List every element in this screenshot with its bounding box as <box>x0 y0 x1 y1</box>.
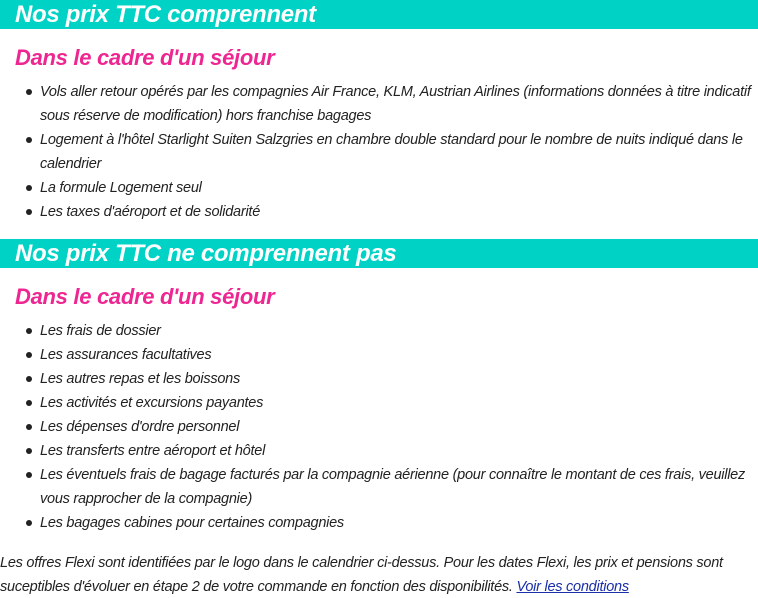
bullet-icon <box>26 209 32 215</box>
list-item-text: Les assurances facultatives <box>40 347 212 363</box>
bullet-icon <box>26 137 32 143</box>
list-item-text: La formule Logement seul <box>40 180 202 196</box>
list-item-text: Les autres repas et les boissons <box>40 371 240 387</box>
list-item-text: Logement à l'hôtel Starlight Suiten Salzgries en chambre double standard pour le nombre de nuits indiqué dans le calendrier <box>40 132 743 172</box>
list-item <box>0 511 758 535</box>
bullet-icon <box>26 520 32 526</box>
list-item-text: Les taxes d'aéroport et de solidarité <box>40 204 261 220</box>
list-item <box>0 200 758 224</box>
list-item-text: Les frais de dossier <box>40 323 161 339</box>
bullet-icon <box>26 185 32 191</box>
flexi-conditions-note <box>0 551 758 598</box>
excluded-section-subheading: Dans le cadre d'un séjour <box>15 284 275 309</box>
bullet-icon <box>26 400 32 406</box>
list-item-text: Les dépenses d'ordre personnel <box>40 419 240 435</box>
bullet-icon <box>26 352 32 358</box>
list-item <box>0 463 758 511</box>
list-item-text: Les transferts entre aéroport et hôtel <box>40 443 266 459</box>
list-item-text: Les éventuels frais de bagage facturés par la compagnie aérienne (pour connaître le montant de ces frais, veuillez vous rapprocher de la compagnie) <box>40 467 745 507</box>
list-item <box>0 80 758 128</box>
list-item <box>0 439 758 463</box>
excluded-section-banner: Nos prix TTC ne comprennent pas <box>0 239 758 268</box>
bullet-icon <box>26 448 32 454</box>
list-item-text: Les activités et excursions payantes <box>40 395 264 411</box>
included-items-list <box>0 80 758 224</box>
list-item <box>0 367 758 391</box>
conditions-link[interactable]: Voir les conditions <box>516 579 629 595</box>
list-item <box>0 176 758 200</box>
list-item <box>0 319 758 343</box>
list-item-text: Les bagages cabines pour certaines compagnies <box>40 515 344 531</box>
list-item <box>0 128 758 176</box>
bullet-icon <box>26 376 32 382</box>
bullet-icon <box>26 89 32 95</box>
excluded-items-list <box>0 319 758 535</box>
bullet-icon <box>26 424 32 430</box>
bullet-icon <box>26 472 32 478</box>
list-item <box>0 415 758 439</box>
included-section-subheading: Dans le cadre d'un séjour <box>15 45 275 70</box>
list-item <box>0 343 758 367</box>
included-section-banner: Nos prix TTC comprennent <box>0 0 758 29</box>
bullet-icon <box>26 328 32 334</box>
flexi-note-text: Les offres Flexi sont identifiées par le logo dans le calendrier ci-dessus. Pour les dates Flexi, les prix et pensions sont suceptibles d'évoluer en étape 2 de votre commande en fonction des disponibilités. <box>0 555 723 595</box>
list-item <box>0 391 758 415</box>
list-item-text: Vols aller retour opérés par les compagnies Air France, KLM, Austrian Airlines (informations données à titre indicatif sous réserve de modification) hors franchise bagages <box>40 84 751 124</box>
